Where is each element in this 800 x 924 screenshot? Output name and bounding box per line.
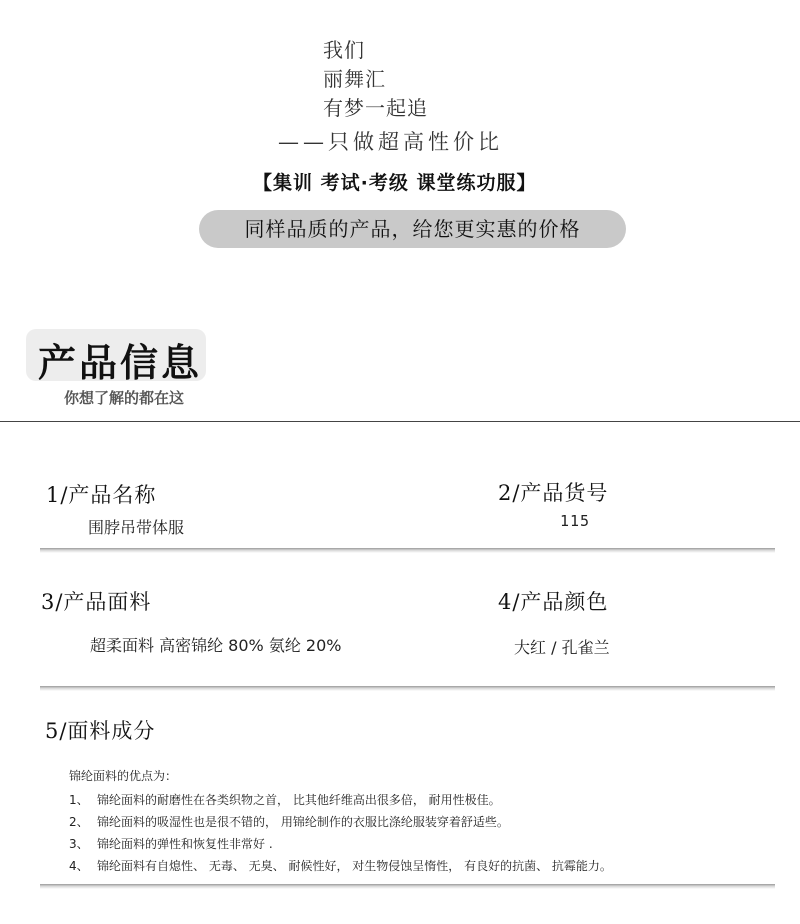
product-name-label: 1/产品名称 — [46, 483, 157, 507]
product-code-label: 2/产品货号 — [498, 481, 609, 505]
field-divider — [40, 884, 775, 889]
category-line: 【集训 考试·考级 课堂练功服】 — [253, 172, 537, 194]
fabric-benefits-title: 锦纶面料的优点为： — [69, 769, 178, 783]
benefit-text: 锦纶面料的吸湿性也是很不错的， 用锦纶制作的衣服比涤纶服装穿着舒适些。 — [97, 815, 509, 829]
fabric-value: 超柔面料 高密锦纶 80% 氨纶 20% — [90, 636, 342, 655]
color-label: 4/产品颜色 — [498, 590, 609, 614]
benefit-number: 1、 — [69, 793, 89, 807]
fabric-benefit-item — [69, 835, 273, 852]
product-name-value: 围脖吊带体服 — [88, 518, 185, 537]
benefit-number: 4、 — [69, 859, 89, 873]
fabric-benefit-item — [69, 791, 501, 808]
benefit-text: 锦纶面料的耐磨性在各类织物之首， 比其他纤维高出很多倍， 耐用性极佳。 — [97, 793, 501, 807]
section-divider — [0, 421, 800, 422]
section-title: 产品信息 — [38, 340, 203, 385]
poem-line: 丽舞汇 — [323, 67, 386, 91]
product-code-value: 115 — [560, 512, 591, 530]
section-subtitle: 你想了解的都在这 — [64, 389, 185, 407]
benefit-text: 锦纶面料有自熄性、 无毒、 无臭、 耐候性好， 对生物侵蚀呈惰性， 有良好的抗菌、 抗霉能力。 — [97, 859, 612, 873]
poem-line: 有梦一起追 — [323, 96, 428, 120]
field-divider — [40, 548, 775, 553]
intro-banner — [0, 0, 800, 260]
fabric-benefit-item — [69, 813, 509, 830]
fabric-label: 3/产品面料 — [41, 590, 152, 614]
color-value: 大红 / 孔雀兰 — [514, 638, 610, 657]
benefit-number: 3、 — [69, 837, 89, 851]
field-divider — [40, 686, 775, 691]
benefit-text: 锦纶面料的弹性和恢复性非常好 . — [97, 837, 273, 851]
poem-line: ——只做超高性价比 — [278, 130, 503, 154]
composition-label: 5/面料成分 — [45, 719, 156, 743]
fabric-benefit-item — [69, 857, 612, 874]
poem-line: 我们 — [323, 38, 365, 62]
benefit-number: 2、 — [69, 815, 89, 829]
slogan-pill: 同样品质的产品，给您更实惠的价格 — [199, 210, 626, 248]
